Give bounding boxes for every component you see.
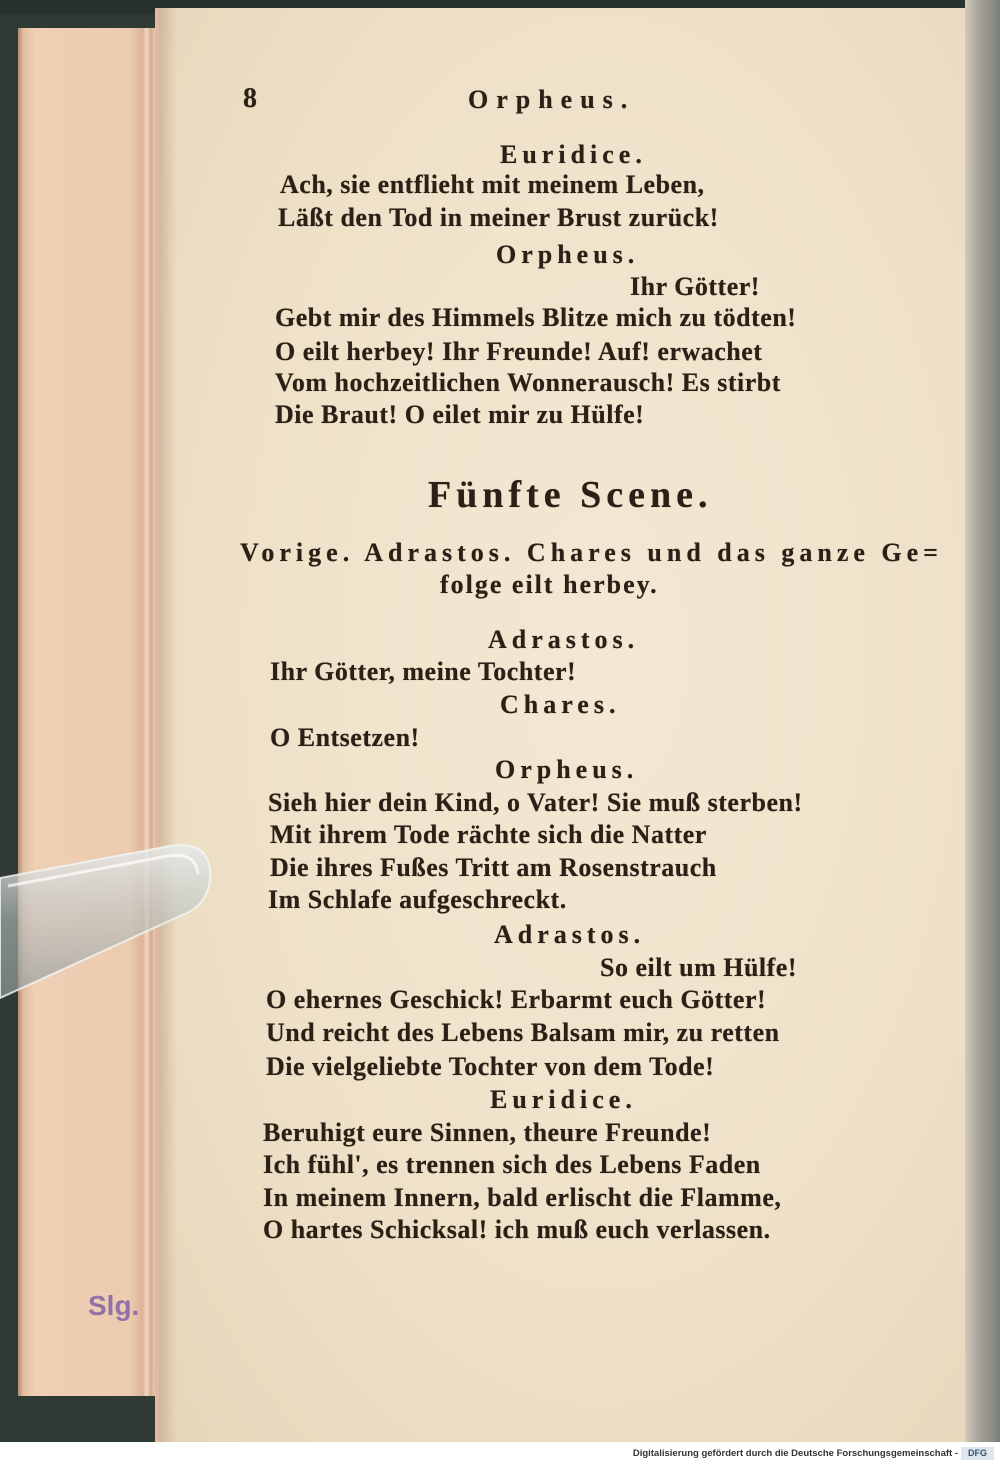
verse-line: Im Schlafe aufgeschreckt.	[268, 885, 567, 914]
scene-title: Fünfte Scene.	[428, 474, 713, 516]
running-title: Orpheus.	[468, 85, 636, 114]
verse-line: Ich fühl', es trennen sich des Lebens Faden	[263, 1150, 761, 1179]
speaker-name: Chares.	[500, 690, 621, 719]
verse-line: O hartes Schicksal! ich muß euch verlassen.	[263, 1215, 771, 1244]
verse-line: Ihr Götter, meine Tochter!	[270, 657, 577, 686]
verse-line: Und reicht des Lebens Balsam mir, zu retten	[266, 1018, 780, 1047]
verse-line: Vom hochzeitlichen Wonnerausch! Es stirbt	[275, 368, 781, 397]
verse-line: O eilt herbey! Ihr Freunde! Auf! erwachet	[275, 337, 763, 366]
verse-line: Beruhigt eure Sinnen, theure Freunde!	[263, 1118, 712, 1147]
verse-line: So eilt um Hülfe!	[600, 953, 797, 982]
stage-direction: Vorige. Adrastos. Chares und das ganze Ge=	[240, 538, 943, 567]
speaker-name: Adrastos.	[494, 920, 646, 949]
verse-line: O Entsetzen!	[270, 723, 420, 752]
verse-line: Ihr Götter!	[630, 272, 760, 301]
speaker-name: Orpheus.	[496, 240, 640, 269]
verse-line: Die ihres Fußes Tritt am Rosenstrauch	[270, 853, 717, 882]
verse-line: Die vielgeliebte Tochter von dem Tode!	[266, 1052, 715, 1081]
verse-line: In meinem Innern, bald erlischt die Flamme,	[263, 1183, 782, 1212]
glass-page-weight	[0, 830, 230, 1010]
speaker-name: Euridice.	[490, 1085, 637, 1114]
stage-direction: folge eilt herbey.	[440, 570, 659, 599]
verse-line: Die Braut! O eilet mir zu Hülfe!	[275, 400, 645, 429]
verse-line: Mit ihrem Tode rächte sich die Natter	[270, 820, 707, 849]
verse-line: Sieh hier dein Kind, o Vater! Sie muß sterben!	[268, 788, 803, 817]
page-number: 8	[243, 83, 258, 114]
verse-line: Ach, sie entflieht mit meinem Leben,	[280, 170, 705, 199]
verse-line: O ehernes Geschick! Erbarmt euch Götter!	[266, 985, 767, 1014]
verse-line: Läßt den Tod in meiner Brust zurück!	[278, 203, 719, 232]
speaker-name: Orpheus.	[495, 755, 639, 784]
speaker-name: Adrastos.	[488, 625, 640, 654]
dfg-logo: DFG	[961, 1447, 994, 1460]
speaker-name: Euridice.	[500, 140, 647, 169]
funding-credit: Digitalisierung gefördert durch die Deutsche Forschungsgemeinschaft -	[632, 1448, 958, 1459]
verse-line: Gebt mir des Himmels Blitze mich zu tödten!	[275, 303, 797, 332]
library-stamp: Slg.	[88, 1290, 140, 1321]
digitization-footer	[0, 1442, 1000, 1465]
